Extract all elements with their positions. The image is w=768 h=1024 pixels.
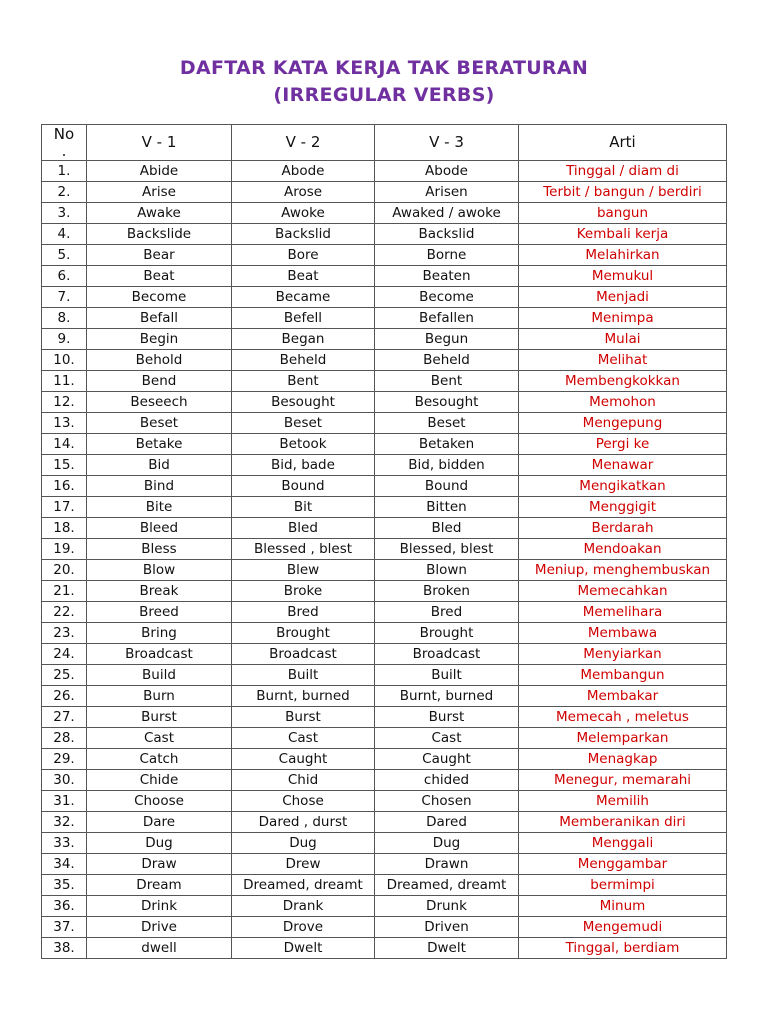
cell-v3: Beheld [375, 350, 519, 371]
cell-no: 37. [42, 917, 87, 938]
header-v3: V - 3 [375, 125, 519, 161]
cell-arti: Tinggal, berdiam [519, 938, 727, 959]
cell-v3: Drawn [375, 854, 519, 875]
cell-arti: Melihat [519, 350, 727, 371]
cell-v1: Bless [87, 539, 232, 560]
table-row [42, 791, 727, 812]
cell-arti: Memukul [519, 266, 727, 287]
cell-arti: Melahirkan [519, 245, 727, 266]
cell-v1: Befall [87, 308, 232, 329]
cell-arti: Menggambar [519, 854, 727, 875]
table-row [42, 182, 727, 203]
cell-no: 24. [42, 644, 87, 665]
cell-v3: Befallen [375, 308, 519, 329]
cell-v3: Dug [375, 833, 519, 854]
cell-v3: chided [375, 770, 519, 791]
table-row [42, 875, 727, 896]
cell-v3: Arisen [375, 182, 519, 203]
cell-v2: Awoke [232, 203, 375, 224]
cell-no: 23. [42, 623, 87, 644]
cell-v2: Beheld [232, 350, 375, 371]
cell-v3: Borne [375, 245, 519, 266]
cell-no: 1. [42, 161, 87, 182]
cell-v3: Besought [375, 392, 519, 413]
cell-arti: Berdarah [519, 518, 727, 539]
cell-v2: Bent [232, 371, 375, 392]
table-row [42, 308, 727, 329]
cell-v1: Drink [87, 896, 232, 917]
cell-v3: Driven [375, 917, 519, 938]
cell-v2: Beat [232, 266, 375, 287]
cell-v1: Breed [87, 602, 232, 623]
cell-arti: Mengemudi [519, 917, 727, 938]
cell-v1: Build [87, 665, 232, 686]
cell-no: 6. [42, 266, 87, 287]
cell-v1: Bind [87, 476, 232, 497]
table-row [42, 224, 727, 245]
cell-v2: Arose [232, 182, 375, 203]
cell-arti: Membawa [519, 623, 727, 644]
cell-no: 32. [42, 812, 87, 833]
cell-v1: Awake [87, 203, 232, 224]
cell-v2: Dwelt [232, 938, 375, 959]
document-subtitle: (IRREGULAR VERBS) [273, 84, 495, 106]
cell-v1: Chide [87, 770, 232, 791]
header-no-line2: . [61, 141, 67, 160]
table-row [42, 896, 727, 917]
table-row [42, 371, 727, 392]
cell-v3: Beaten [375, 266, 519, 287]
cell-v3: Bred [375, 602, 519, 623]
cell-v3: Awaked / awoke [375, 203, 519, 224]
table-row [42, 581, 727, 602]
cell-arti: bermimpi [519, 875, 727, 896]
cell-v3: Chosen [375, 791, 519, 812]
cell-no: 14. [42, 434, 87, 455]
table-row [42, 455, 727, 476]
cell-v2: Bit [232, 497, 375, 518]
cell-v1: Beseech [87, 392, 232, 413]
cell-v1: Abide [87, 161, 232, 182]
table-row [42, 560, 727, 581]
cell-v1: Backslide [87, 224, 232, 245]
table-row [42, 392, 727, 413]
cell-v2: Dreamed, dreamt [232, 875, 375, 896]
cell-v2: Betook [232, 434, 375, 455]
table-row [42, 518, 727, 539]
cell-no: 10. [42, 350, 87, 371]
cell-v1: Cast [87, 728, 232, 749]
table-row [42, 287, 727, 308]
cell-v1: Dream [87, 875, 232, 896]
cell-no: 34. [42, 854, 87, 875]
cell-v2: Beset [232, 413, 375, 434]
cell-v2: Bound [232, 476, 375, 497]
cell-arti: Mendoakan [519, 539, 727, 560]
cell-v1: Bid [87, 455, 232, 476]
cell-v1: Choose [87, 791, 232, 812]
table-row [42, 413, 727, 434]
cell-no: 29. [42, 749, 87, 770]
cell-no: 26. [42, 686, 87, 707]
cell-v1: Arise [87, 182, 232, 203]
cell-v2: Began [232, 329, 375, 350]
cell-arti: Membengkokkan [519, 371, 727, 392]
cell-no: 35. [42, 875, 87, 896]
header-v2: V - 2 [232, 125, 375, 161]
cell-v1: Burst [87, 707, 232, 728]
cell-no: 4. [42, 224, 87, 245]
cell-no: 28. [42, 728, 87, 749]
table-row [42, 161, 727, 182]
table-body [42, 161, 727, 959]
cell-v1: Begin [87, 329, 232, 350]
header-no-line1: No [53, 124, 75, 143]
cell-v2: Abode [232, 161, 375, 182]
cell-no: 3. [42, 203, 87, 224]
cell-v3: Bent [375, 371, 519, 392]
cell-no: 9. [42, 329, 87, 350]
table-row [42, 644, 727, 665]
cell-v3: Bled [375, 518, 519, 539]
irregular-verbs-table [41, 124, 727, 959]
cell-v1: Draw [87, 854, 232, 875]
table-row [42, 749, 727, 770]
table-row [42, 938, 727, 959]
cell-v3: Bound [375, 476, 519, 497]
cell-v3: Begun [375, 329, 519, 350]
cell-v2: Chose [232, 791, 375, 812]
cell-no: 25. [42, 665, 87, 686]
cell-arti: Memelihara [519, 602, 727, 623]
cell-v3: Abode [375, 161, 519, 182]
table-header-row [42, 125, 727, 161]
table-row [42, 203, 727, 224]
cell-v2: Burnt, burned [232, 686, 375, 707]
cell-arti: Mengepung [519, 413, 727, 434]
cell-arti: Menggigit [519, 497, 727, 518]
table-row [42, 434, 727, 455]
header-no [42, 125, 87, 161]
cell-no: 13. [42, 413, 87, 434]
table-row [42, 917, 727, 938]
cell-v3: Brought [375, 623, 519, 644]
table-row [42, 602, 727, 623]
cell-arti: Menagkap [519, 749, 727, 770]
cell-no: 2. [42, 182, 87, 203]
table-row [42, 665, 727, 686]
cell-v3: Become [375, 287, 519, 308]
table-row [42, 623, 727, 644]
table-row [42, 854, 727, 875]
cell-no: 31. [42, 791, 87, 812]
cell-v3: Beset [375, 413, 519, 434]
cell-v2: Blew [232, 560, 375, 581]
cell-v3: Built [375, 665, 519, 686]
cell-arti: Memohon [519, 392, 727, 413]
cell-arti: Mengikatkan [519, 476, 727, 497]
cell-v2: Became [232, 287, 375, 308]
cell-v1: Become [87, 287, 232, 308]
cell-v1: Blow [87, 560, 232, 581]
cell-arti: Menegur, memarahi [519, 770, 727, 791]
cell-no: 33. [42, 833, 87, 854]
cell-v3: Bitten [375, 497, 519, 518]
cell-v2: Befell [232, 308, 375, 329]
cell-v1: Dare [87, 812, 232, 833]
cell-v3: Bid, bidden [375, 455, 519, 476]
cell-arti: Minum [519, 896, 727, 917]
cell-v1: Bleed [87, 518, 232, 539]
cell-v1: Bite [87, 497, 232, 518]
cell-v2: Drew [232, 854, 375, 875]
cell-v2: Brought [232, 623, 375, 644]
cell-no: 16. [42, 476, 87, 497]
cell-v2: Dug [232, 833, 375, 854]
cell-no: 18. [42, 518, 87, 539]
cell-no: 7. [42, 287, 87, 308]
cell-v2: Backslid [232, 224, 375, 245]
table-row [42, 476, 727, 497]
cell-arti: Meniup, menghembuskan [519, 560, 727, 581]
cell-v2: Drank [232, 896, 375, 917]
cell-v3: Dwelt [375, 938, 519, 959]
cell-v1: Bring [87, 623, 232, 644]
cell-arti: Menggali [519, 833, 727, 854]
cell-v2: Bore [232, 245, 375, 266]
cell-arti: Menimpa [519, 308, 727, 329]
cell-v1: dwell [87, 938, 232, 959]
cell-v1: Catch [87, 749, 232, 770]
cell-v3: Broken [375, 581, 519, 602]
cell-no: 22. [42, 602, 87, 623]
cell-arti: Melemparkan [519, 728, 727, 749]
cell-no: 5. [42, 245, 87, 266]
cell-v1: Betake [87, 434, 232, 455]
cell-arti: Memberanikan diri [519, 812, 727, 833]
table-row [42, 329, 727, 350]
cell-v2: Broadcast [232, 644, 375, 665]
cell-arti: Kembali kerja [519, 224, 727, 245]
cell-v3: Dared [375, 812, 519, 833]
cell-v1: Bear [87, 245, 232, 266]
cell-v2: Besought [232, 392, 375, 413]
cell-v1: Beat [87, 266, 232, 287]
cell-v3: Betaken [375, 434, 519, 455]
cell-v2: Drove [232, 917, 375, 938]
cell-no: 20. [42, 560, 87, 581]
cell-arti: Menjadi [519, 287, 727, 308]
cell-v3: Caught [375, 749, 519, 770]
cell-v2: Cast [232, 728, 375, 749]
table-row [42, 539, 727, 560]
cell-no: 38. [42, 938, 87, 959]
table-row [42, 728, 727, 749]
cell-arti: Tinggal / diam di [519, 161, 727, 182]
cell-v3: Dreamed, dreamt [375, 875, 519, 896]
cell-v3: Burnt, burned [375, 686, 519, 707]
cell-v2: Bled [232, 518, 375, 539]
cell-no: 30. [42, 770, 87, 791]
cell-v2: Blessed , blest [232, 539, 375, 560]
cell-arti: Pergi ke [519, 434, 727, 455]
cell-arti: Membangun [519, 665, 727, 686]
cell-no: 17. [42, 497, 87, 518]
cell-v2: Bid, bade [232, 455, 375, 476]
table-row [42, 686, 727, 707]
cell-arti: bangun [519, 203, 727, 224]
cell-v2: Caught [232, 749, 375, 770]
cell-no: 15. [42, 455, 87, 476]
cell-arti: Memecah , meletus [519, 707, 727, 728]
cell-no: 21. [42, 581, 87, 602]
cell-no: 19. [42, 539, 87, 560]
cell-v3: Cast [375, 728, 519, 749]
cell-v3: Blown [375, 560, 519, 581]
cell-v2: Dared , durst [232, 812, 375, 833]
cell-v1: Burn [87, 686, 232, 707]
cell-v1: Dug [87, 833, 232, 854]
cell-no: 27. [42, 707, 87, 728]
cell-v1: Bend [87, 371, 232, 392]
cell-arti: Menawar [519, 455, 727, 476]
cell-v2: Burst [232, 707, 375, 728]
cell-arti: Mulai [519, 329, 727, 350]
header-v1: V - 1 [87, 125, 232, 161]
cell-no: 36. [42, 896, 87, 917]
cell-v3: Backslid [375, 224, 519, 245]
cell-v2: Chid [232, 770, 375, 791]
table-row [42, 266, 727, 287]
cell-v1: Break [87, 581, 232, 602]
cell-arti: Menyiarkan [519, 644, 727, 665]
cell-arti: Terbit / bangun / berdiri [519, 182, 727, 203]
cell-v1: Behold [87, 350, 232, 371]
cell-no: 11. [42, 371, 87, 392]
cell-v3: Drunk [375, 896, 519, 917]
table-row [42, 812, 727, 833]
cell-v3: Blessed, blest [375, 539, 519, 560]
cell-no: 12. [42, 392, 87, 413]
header-arti: Arti [519, 125, 727, 161]
table-row [42, 833, 727, 854]
cell-arti: Membakar [519, 686, 727, 707]
cell-v1: Beset [87, 413, 232, 434]
table-row [42, 707, 727, 728]
table-row [42, 245, 727, 266]
cell-v2: Bred [232, 602, 375, 623]
cell-arti: Memecahkan [519, 581, 727, 602]
table-row [42, 350, 727, 371]
table-row [42, 497, 727, 518]
cell-arti: Memilih [519, 791, 727, 812]
cell-no: 8. [42, 308, 87, 329]
cell-v1: Broadcast [87, 644, 232, 665]
cell-v3: Burst [375, 707, 519, 728]
cell-v3: Broadcast [375, 644, 519, 665]
cell-v2: Built [232, 665, 375, 686]
table-row [42, 770, 727, 791]
document-title: DAFTAR KATA KERJA TAK BERATURAN [179, 57, 589, 79]
cell-v2: Broke [232, 581, 375, 602]
cell-v1: Drive [87, 917, 232, 938]
